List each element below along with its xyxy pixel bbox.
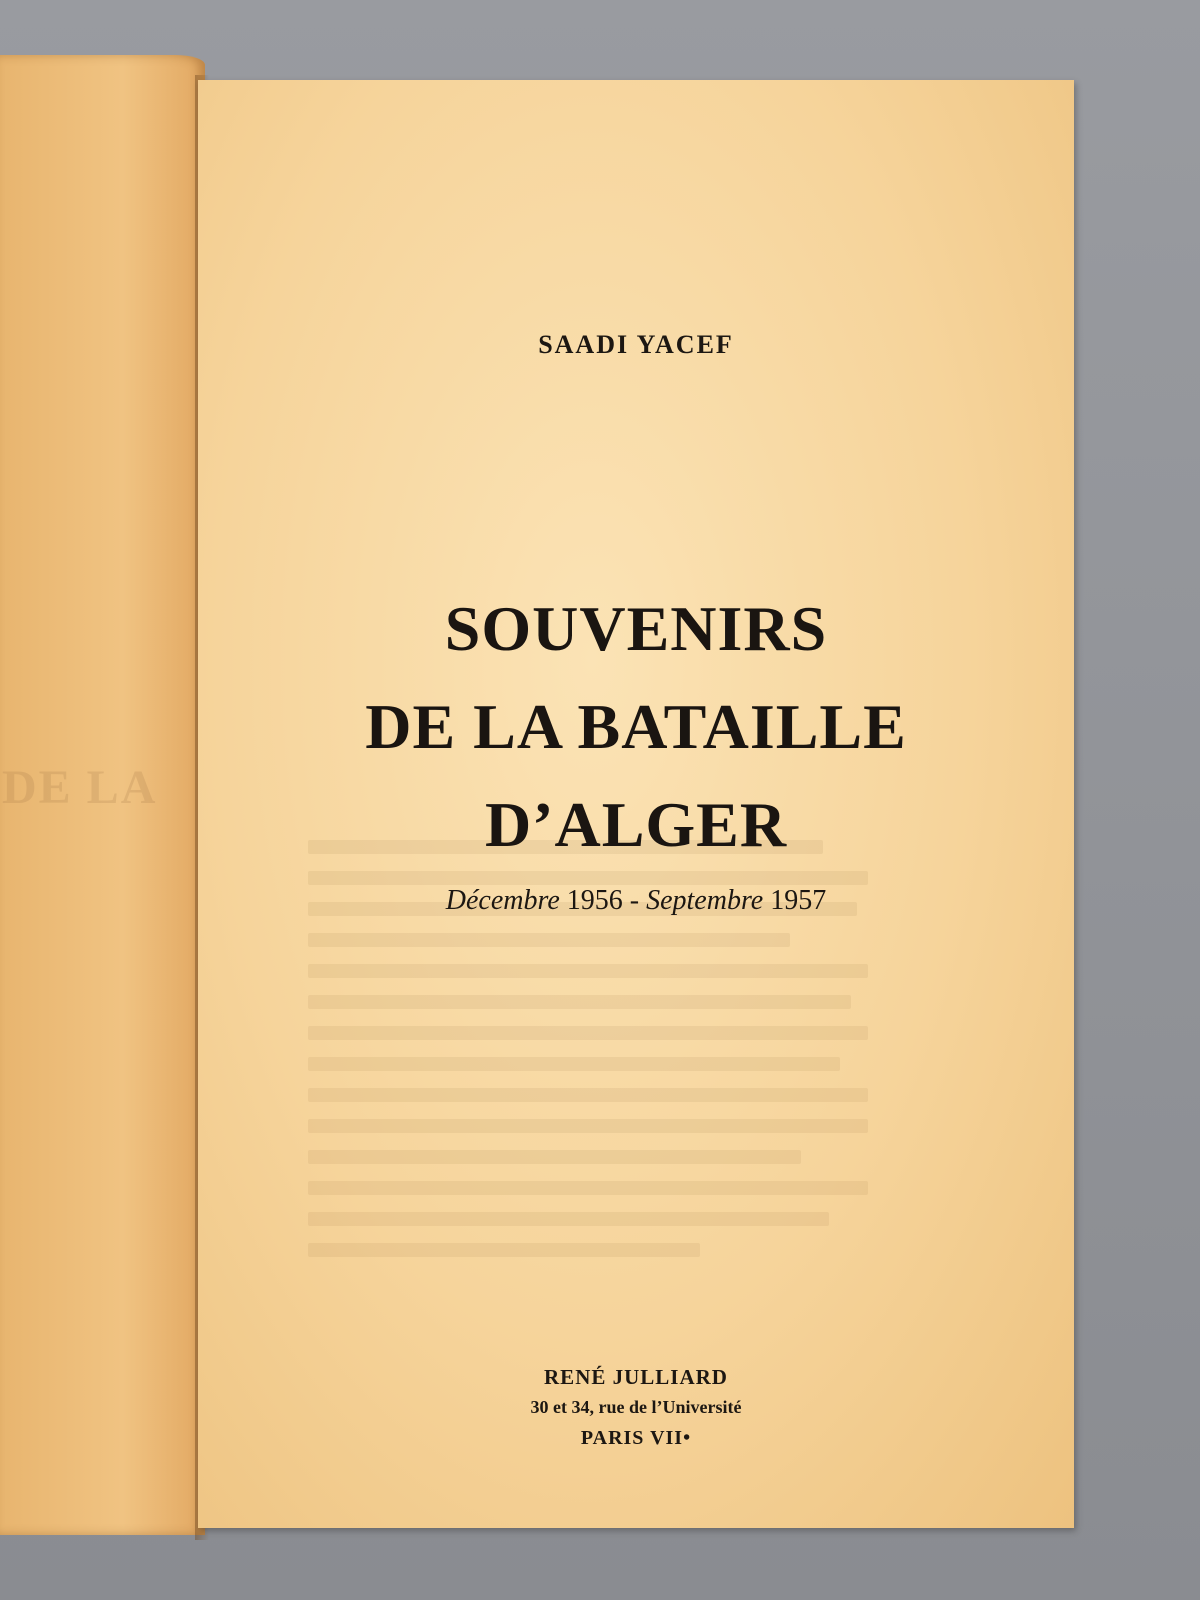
author-name: SAADI YACEF [538,330,734,359]
end-year: 1957 [770,885,827,916]
title-page [198,80,1074,1528]
title-line-3: D’ALGER [484,789,788,860]
publisher-name: RENÉ JULLIARD [544,1365,728,1389]
date-separator: - [629,885,640,916]
end-month: Septembre [646,885,764,916]
title-line-2: DE LA BATAILLE [365,691,907,762]
start-year: 1956 [566,885,623,916]
left-page [0,55,205,1535]
publisher-address: 30 et 34, rue de l’Université [530,1397,742,1417]
title-line-1: SOUVENIRS [444,593,828,664]
start-month: Décembre [445,885,560,916]
left-page-show-through-text: DE LA [2,761,158,814]
date-range [198,885,1074,917]
publisher-city: PARIS VII• [580,1427,692,1449]
book-title [198,580,1074,874]
